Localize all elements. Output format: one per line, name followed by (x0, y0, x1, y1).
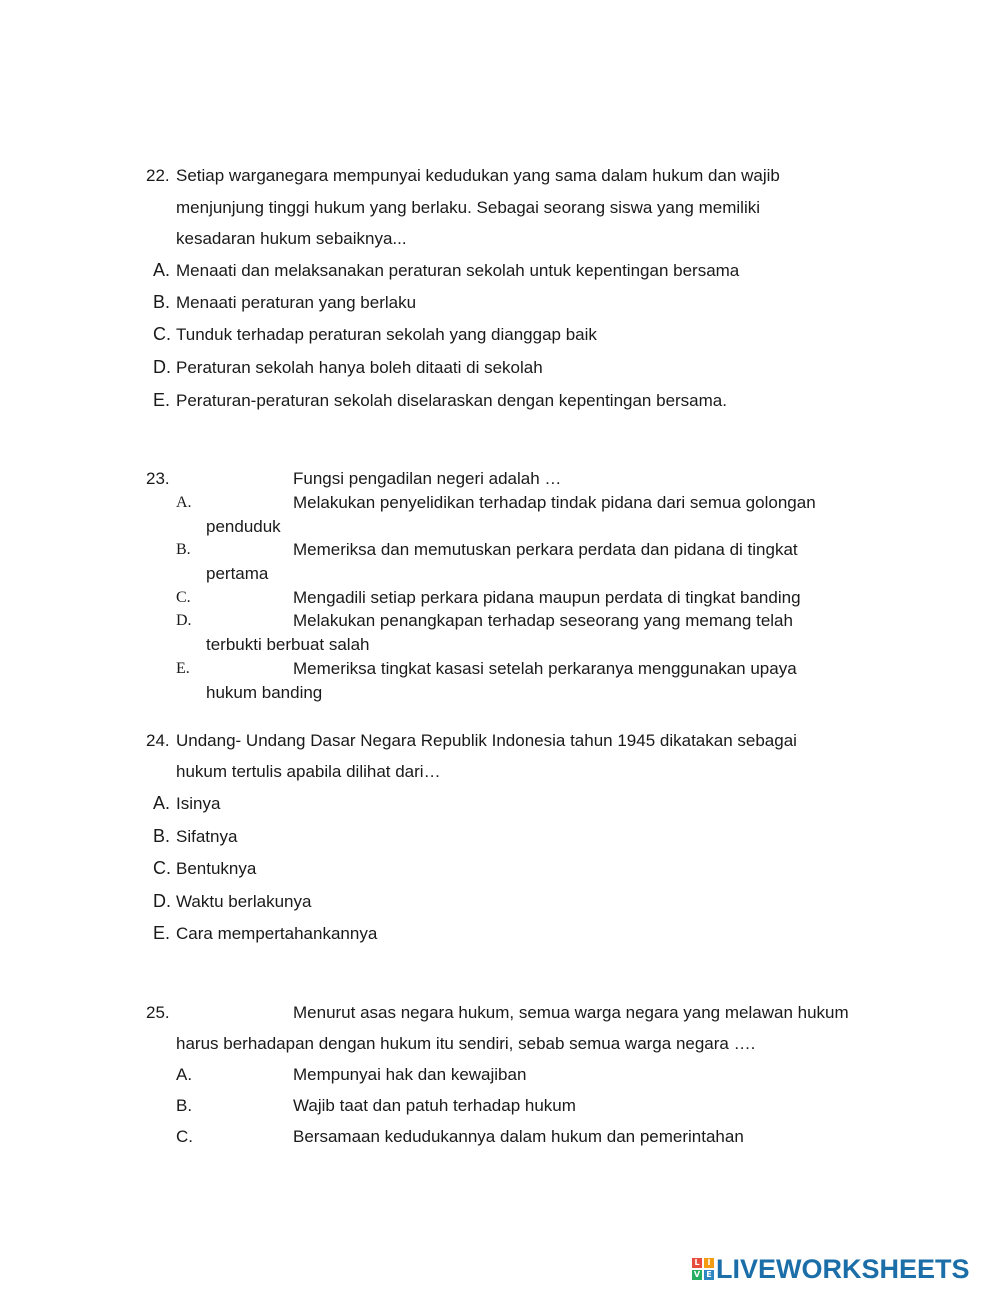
question-text-line: Menurut asas negara hukum, semua warga negara yang melawan hukum (293, 1003, 849, 1022)
logo-text: LIVEWORKSHEETS (716, 1253, 970, 1284)
option-letter: B. (176, 1096, 193, 1115)
option-letter: B. (153, 292, 171, 312)
question-text-line: hukum tertulis apabila dilihat dari… (176, 762, 441, 781)
option-text: Memeriksa dan memutuskan perkara perdata dan pidana di tingkat (293, 540, 798, 559)
option-text: Mengadili setiap perkara pidana maupun perdata di tingkat banding (293, 588, 801, 607)
option-text: Peraturan sekolah hanya boleh ditaati di sekolah (176, 358, 543, 377)
question-text-line: menjunjung tinggi hukum yang berlaku. Sebagai seorang siswa yang memiliki (176, 198, 760, 217)
option-letter: C. (176, 1127, 193, 1146)
option-text: Sifatnya (176, 827, 238, 846)
question-number: 24. (146, 731, 170, 750)
liveworksheets-logo (692, 1254, 970, 1284)
option-text: Bersamaan kedudukannya dalam hukum dan pemerintahan (293, 1127, 744, 1146)
option-text: Cara mempertahankannya (176, 924, 378, 943)
option-letter: D. (176, 612, 192, 629)
option-letter: D. (153, 891, 171, 911)
option-letter: A. (176, 1065, 193, 1084)
option-letter: E. (153, 923, 171, 943)
option-text-continued: pertama (206, 564, 269, 583)
option-text: Waktu berlakunya (176, 892, 312, 911)
option-letter: B. (153, 826, 171, 846)
option-letter: D. (153, 357, 171, 377)
option-letter: A. (153, 260, 171, 280)
option-text: Melakukan penangkapan terhadap seseorang yang memang telah (293, 611, 793, 630)
logo-grid-cell: V (693, 1270, 701, 1279)
option-text-continued: hukum banding (206, 683, 323, 702)
question-number: 23. (146, 469, 170, 488)
question-text-line: harus berhadapan dengan hukum itu sendiri, sebab semua warga negara …. (176, 1034, 756, 1053)
question-text-line: Undang- Undang Dasar Negara Republik Indonesia tahun 1945 dikatakan sebagai (176, 731, 797, 750)
option-letter: C. (153, 324, 171, 344)
option-text-continued: penduduk (206, 517, 281, 536)
option-text: Wajib taat dan patuh terhadap hukum (293, 1096, 576, 1115)
option-letter: E. (176, 660, 190, 677)
option-text: Isinya (176, 794, 221, 813)
logo-grid-cell: L (692, 1258, 702, 1268)
option-letter: C. (153, 858, 171, 878)
option-text: Menaati peraturan yang berlaku (176, 293, 417, 312)
option-text-continued: terbukti berbuat salah (206, 635, 370, 654)
option-text: Memeriksa tingkat kasasi setelah perkaranya menggunakan upaya (293, 659, 797, 678)
option-text: Melakukan penyelidikan terhadap tindak pidana dari semua golongan (293, 493, 816, 512)
option-text: Peraturan-peraturan sekolah diselaraskan dengan kepentingan bersama. (176, 391, 727, 410)
option-letter: C. (176, 589, 191, 606)
logo-grid-cell: I (704, 1258, 714, 1268)
question-number: 22. (146, 166, 170, 185)
question-number: 25. (146, 1003, 170, 1022)
option-text: Bentuknya (176, 859, 257, 878)
option-letter: A. (176, 494, 192, 511)
option-text: Menaati dan melaksanakan peraturan sekolah untuk kepentingan bersama (176, 261, 740, 280)
logo-grid-icon (692, 1258, 714, 1280)
option-letter: A. (153, 793, 171, 813)
option-text: Mempunyai hak dan kewajiban (293, 1065, 527, 1084)
option-letter: B. (176, 541, 191, 558)
question-text: Fungsi pengadilan negeri adalah … (293, 469, 562, 488)
question-text-line: kesadaran hukum sebaiknya... (176, 229, 407, 248)
option-text: Tunduk terhadap peraturan sekolah yang dianggap baik (176, 325, 597, 344)
question-text-line: Setiap warganegara mempunyai kedudukan yang sama dalam hukum dan wajib (176, 166, 780, 185)
logo-grid-cell: E (704, 1270, 714, 1280)
option-letter: E. (153, 390, 171, 410)
